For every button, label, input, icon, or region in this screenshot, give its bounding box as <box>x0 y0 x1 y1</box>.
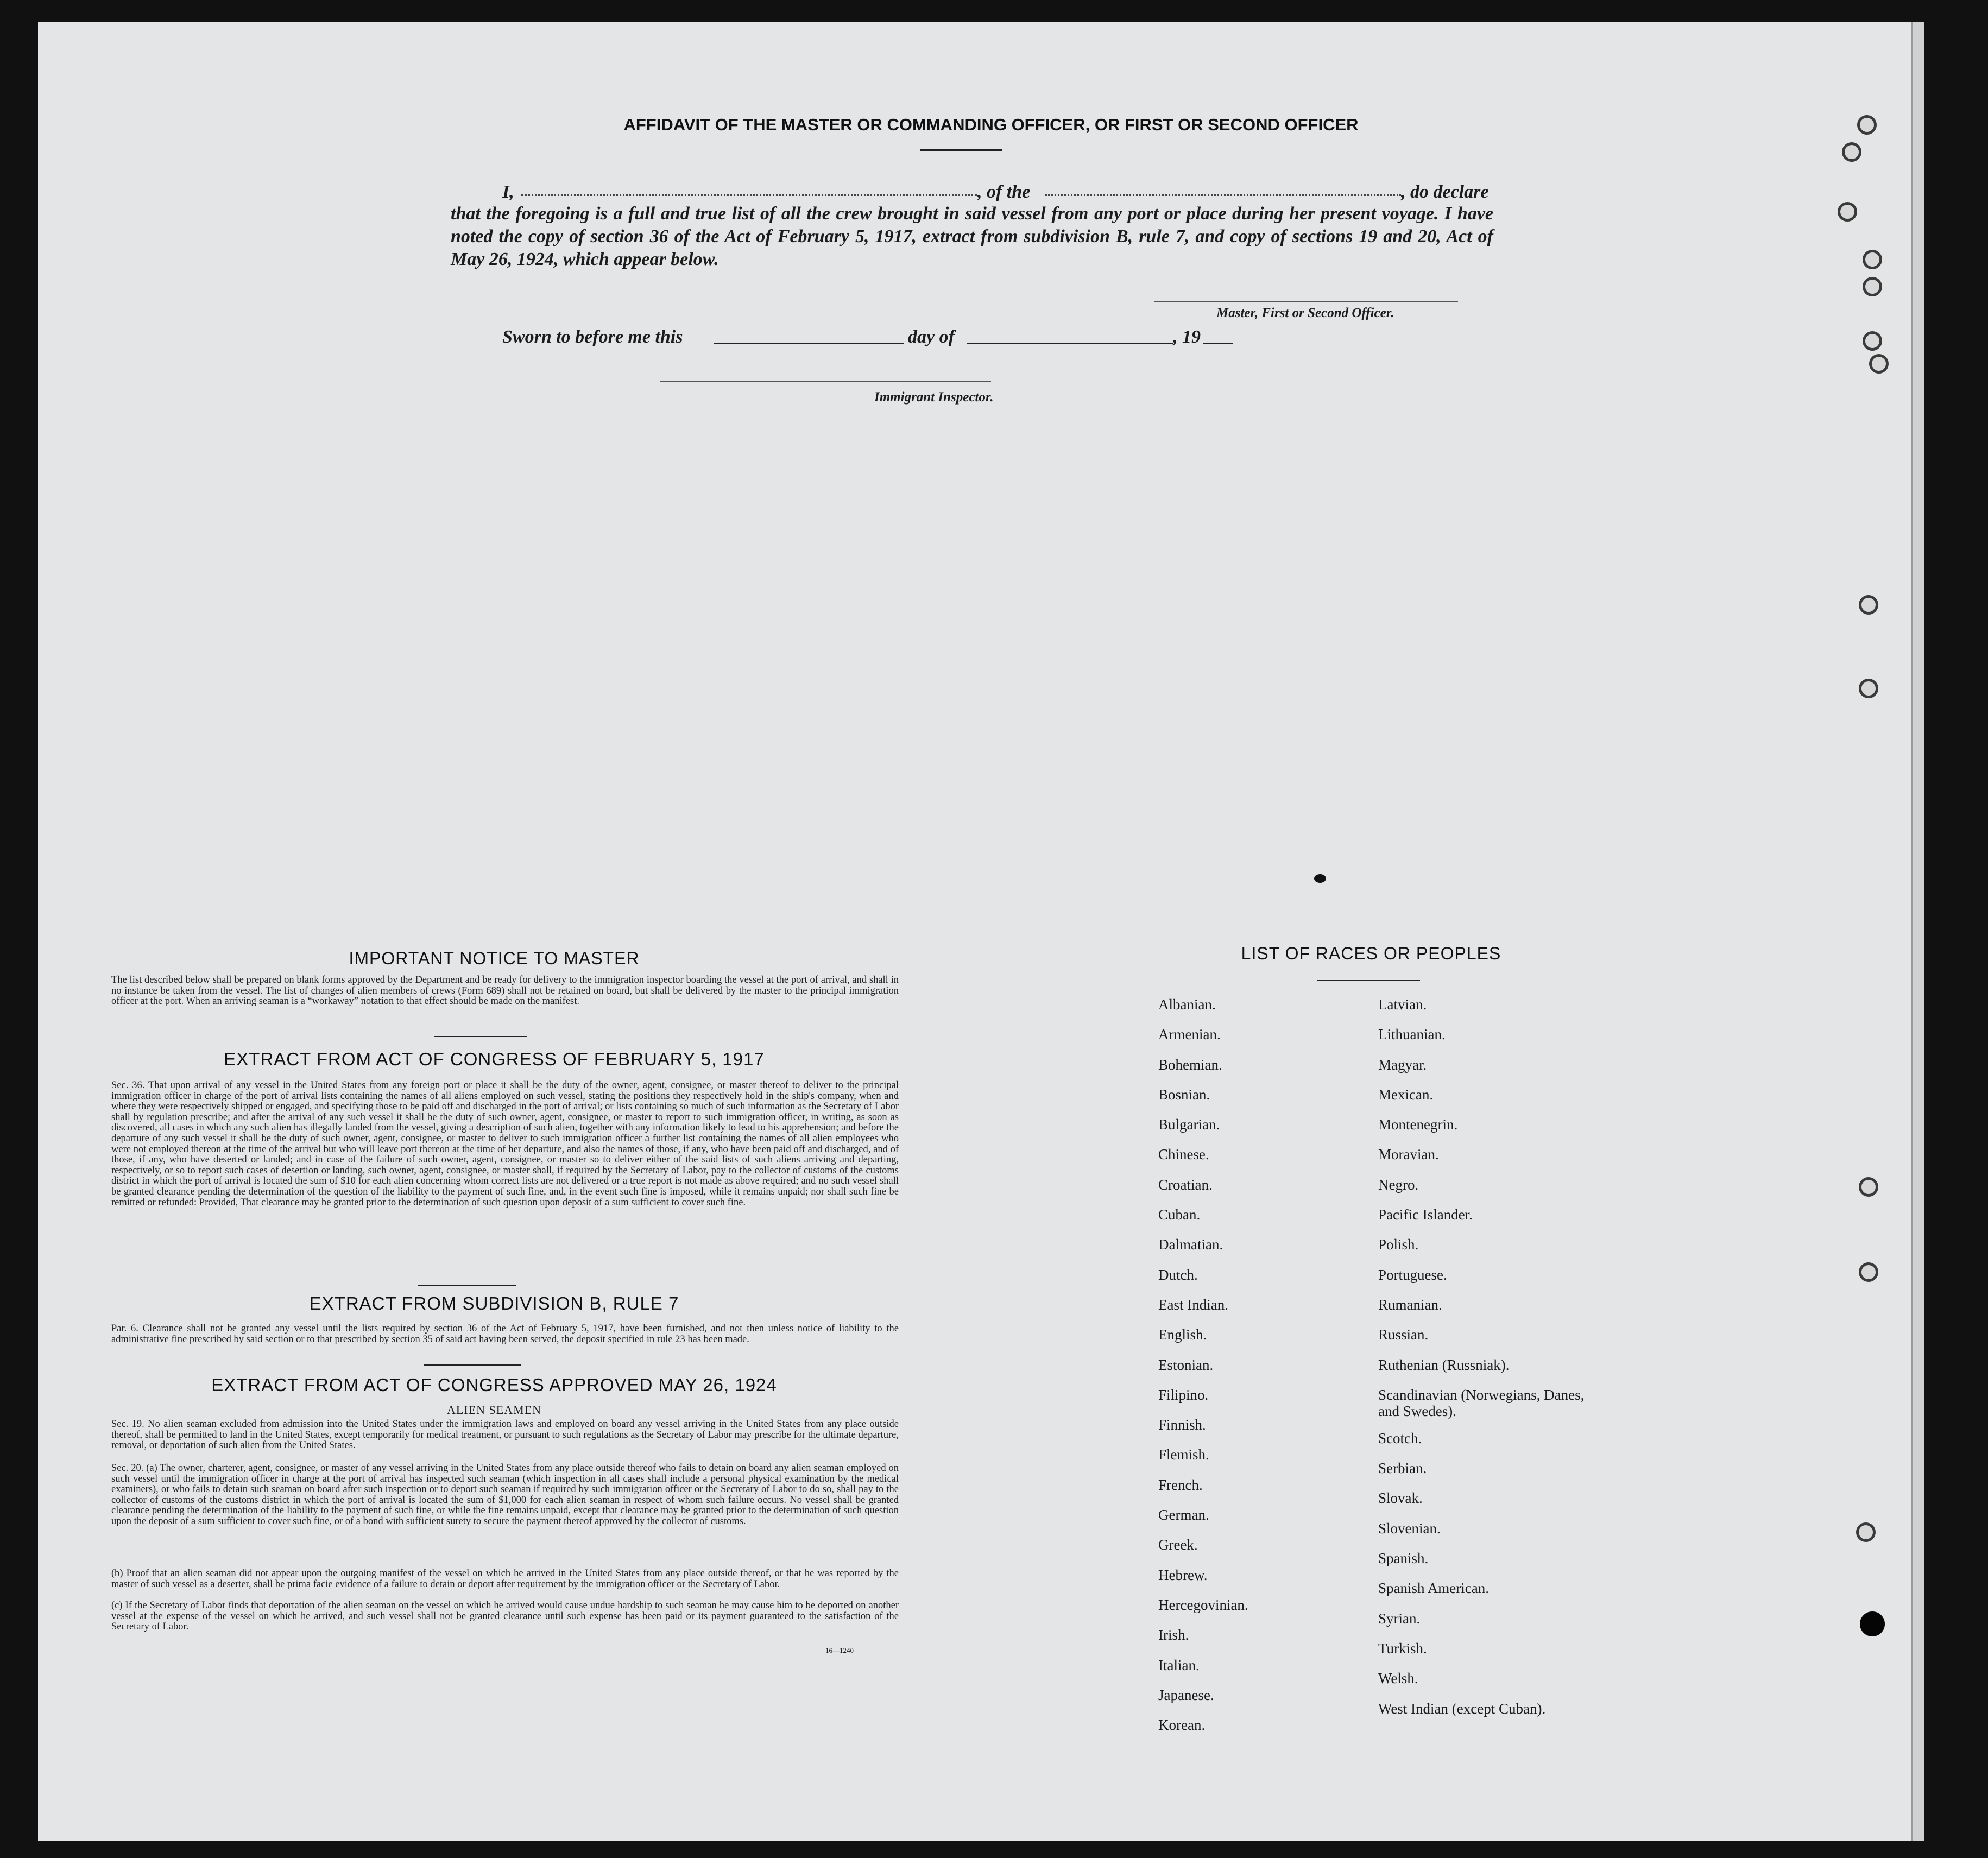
heading-underline <box>920 149 1002 151</box>
signature-line <box>1154 301 1458 302</box>
punch-hole <box>1857 115 1877 135</box>
year-label: , 19 <box>1173 327 1201 347</box>
section-divider <box>434 1036 527 1037</box>
race-list-item: Mexican. <box>1378 1086 1434 1103</box>
page-edge <box>1911 22 1924 1841</box>
race-list-item: Slovenian. <box>1378 1520 1441 1537</box>
extract-1924-sec20c: (c) If the Secretary of Labor finds that deportation of the alien seaman on the vessel on which he arrived would cause undue hardship to such seaman he may cause him to be deported on another vessel at the expense of the vessel on which he arrived, and such vessel shall not be granted clearance until such expense has been paid or its payment guaranteed to the satisfaction of the Secretary of Labor. <box>111 1600 899 1633</box>
race-list-item: Portuguese. <box>1378 1266 1447 1283</box>
race-list-item: Russian. <box>1378 1326 1429 1343</box>
races-heading-underline <box>1317 980 1420 981</box>
punch-hole <box>1838 202 1857 222</box>
notice-text: The list described below shall be prepared on blank forms approved by the Department and be ready for delivery to the immigration inspector boarding the vessel at the port of arrival, and shall in no instance be taken from the vessel. The list of changes of alien members of crews (Form 689) shall not be retained on board, but shall be delivered by the master to the principal immigration officer at the port. When an arriving seaman is a “workaway” notation to that effect should be made on the manifest. <box>111 975 899 1007</box>
extract-rule7-heading: EXTRACT FROM SUBDIVISION B, RULE 7 <box>309 1293 679 1313</box>
race-list-item: Japanese. <box>1158 1686 1214 1703</box>
punch-hole <box>1842 142 1861 162</box>
race-list-item: Moravian. <box>1378 1146 1439 1163</box>
race-list-item: Irish. <box>1158 1627 1189 1644</box>
race-list-item: Pacific Islander. <box>1378 1206 1473 1223</box>
race-list-item: Dutch. <box>1158 1266 1198 1283</box>
declare-label: , do declare <box>1401 182 1489 202</box>
section-divider <box>418 1285 516 1286</box>
race-list-item: Scandinavian (Norwegians, Danes, and Swedes). <box>1378 1386 1585 1419</box>
race-list-item: Bohemian. <box>1158 1056 1222 1073</box>
vessel-blank[interactable] <box>1045 194 1401 196</box>
race-list-item: West Indian (except Cuban). <box>1378 1700 1546 1717</box>
inspector-caption: Immigrant Inspector. <box>874 390 994 405</box>
race-list-item: Flemish. <box>1158 1446 1209 1463</box>
form-number: 16—1240 <box>825 1646 854 1654</box>
of-the-label: , of the <box>977 182 1031 202</box>
race-list-item: Estonian. <box>1158 1356 1214 1373</box>
race-list-item: Slovak. <box>1378 1490 1423 1507</box>
sworn-year-blank[interactable] <box>1203 343 1233 344</box>
punch-hole <box>1863 250 1882 269</box>
race-list-item: Armenian. <box>1158 1026 1221 1043</box>
punch-hole <box>1859 595 1878 615</box>
race-list-item: Hebrew. <box>1158 1566 1208 1583</box>
section-divider <box>424 1364 521 1366</box>
race-list-item: Greek. <box>1158 1537 1198 1553</box>
sworn-month-blank[interactable] <box>967 343 1173 344</box>
race-list-item: Magyar. <box>1378 1056 1427 1073</box>
races-heading: LIST OF RACES OR PEOPLES <box>1241 944 1501 963</box>
affidavit-heading: AFFIDAVIT OF THE MASTER OR COMMANDING OFFICER, OR FIRST OR SECOND OFFICER <box>623 115 1359 134</box>
race-list-item: Ruthenian (Russniak). <box>1378 1356 1510 1373</box>
affidavit-body: that the foregoing is a full and true list of all the crew brought in said vessel from any port or place during her present voyage. I have noted the copy of section 36 of the Act of February 5, 1917, extract from subdivision B, rule 7, and copy of sections 19 and 20, Act of May 26, 1924, which appear below. <box>451 204 1493 269</box>
extract-1924-sec20b: (b) Proof that an alien seaman did not appear upon the outgoing manifest of the vessel on which he arrived in the United States from any place outside thereof, or that he was reported by the master of such vessel as a deserter, shall be prima facie evidence of a failure to detain or deport after requirement by the immigration officer or the Secretary of Labor. <box>111 1568 899 1590</box>
races-left-column <box>1158 996 1365 1747</box>
extract-1924-subheading: ALIEN SEAMEN <box>447 1403 541 1417</box>
race-list-item: Hercegovinian. <box>1158 1596 1248 1613</box>
race-list-item: French. <box>1158 1476 1203 1493</box>
name-blank[interactable] <box>521 194 977 196</box>
extract-rule7-text: Par. 6. Clearance shall not be granted any vessel until the lists required by section 36 of the Act of February 5, 1917, have been furnished, and not then unless notice of liability to the administrative fine prescribed by said section or to that prescribed by section 35 of said act having been served, the deposit specified in rule 23 has been made. <box>111 1323 899 1345</box>
race-list-item: Negro. <box>1378 1176 1419 1193</box>
race-list-item: German. <box>1158 1507 1209 1524</box>
punch-hole <box>1859 679 1878 698</box>
extract-1917-heading: EXTRACT FROM ACT OF CONGRESS OF FEBRUARY 5, 1917 <box>224 1049 765 1069</box>
race-list-item: Spanish. <box>1378 1550 1429 1567</box>
extract-1924-sec19: Sec. 19. No alien seaman excluded from admission into the United States under the immigration laws and employed on board any vessel arriving in the United States from any place outside thereof, shall be permitted to land in the United States, except temporarily for medical treatment, or pursuant to such regulations as the Secretary of Labor may prescribe for the ultimate departure, removal, or deportation of such alien from the United States. <box>111 1419 899 1451</box>
race-list-item: Spanish American. <box>1378 1580 1489 1597</box>
race-list-item: Albanian. <box>1158 996 1216 1013</box>
race-list-item: Korean. <box>1158 1717 1206 1734</box>
punch-hole <box>1859 1262 1878 1282</box>
race-list-item: Dalmatian. <box>1158 1236 1223 1253</box>
race-list-item: Finnish. <box>1158 1417 1206 1433</box>
race-list-item: Chinese. <box>1158 1146 1209 1163</box>
punch-hole <box>1869 354 1889 374</box>
race-list-item: Serbian. <box>1378 1460 1427 1477</box>
race-list-item: Polish. <box>1378 1236 1419 1253</box>
race-list-item: Turkish. <box>1378 1640 1427 1657</box>
races-right-column <box>1378 996 1606 1730</box>
notice-heading: IMPORTANT NOTICE TO MASTER <box>349 949 640 968</box>
race-list-item: Italian. <box>1158 1657 1200 1673</box>
race-list-item: Welsh. <box>1378 1670 1418 1687</box>
ink-mark <box>1314 874 1326 883</box>
race-list-item: Syrian. <box>1378 1610 1421 1627</box>
race-list-item: Filipino. <box>1158 1386 1209 1403</box>
punch-hole <box>1863 277 1882 296</box>
race-list-item: Croatian. <box>1158 1176 1213 1193</box>
sworn-day-blank[interactable] <box>714 343 904 344</box>
extract-1924-sec20: Sec. 20. (a) The owner, charterer, agent, consignee, or master of any vessel arriving in the United States from any place outside thereof who fails to detain on board any alien seaman employed on such vessel until the immigration officer in charge at the port of arrival has inspected such seaman (which inspection in all cases shall include a personal physical examination by the medical examiners), or who fails to detain such seaman on board after such inspection or to deport such seaman if required by such immigration officer or the Secretary of Labor to do so, shall pay to the collector of customs of the customs district in which the port of arrival is located the sum of $1,000 for each alien seaman in respect of whom such failure occurs. No vessel shall be granted clearance pending the determination of the liability to the payment of such fine, or while the fine remains unpaid, except that clearance may be granted prior to the determination of such question upon the deposit of a sum sufficient to cover such fine, or of a bond with sufficient surety to secure the payment thereof approved by the collector of customs. <box>111 1463 899 1527</box>
punch-hole <box>1856 1522 1876 1542</box>
race-list-item: English. <box>1158 1326 1207 1343</box>
sworn-label: Sworn to before me this <box>502 327 683 347</box>
punch-hole <box>1860 1611 1885 1636</box>
race-list-item: Lithuanian. <box>1378 1026 1446 1043</box>
race-list-item: Montenegrin. <box>1378 1116 1458 1133</box>
race-list-item: Bulgarian. <box>1158 1116 1220 1133</box>
day-of-label: day of <box>908 327 955 347</box>
race-list-item: Rumanian. <box>1378 1296 1442 1313</box>
punch-hole <box>1859 1177 1878 1197</box>
signature-caption: Master, First or Second Officer. <box>1216 306 1394 320</box>
extract-1917-text: Sec. 36. That upon arrival of any vessel in the United States from any foreign port or place it shall be the duty of the owner, agent, consignee, or master thereof to deliver to the principal immigration officer in charge of the port of arrival lists containing the names of all aliens employed on such vessel, stating the positions they respectively hold in the ship's company, when and where they were respectively shipped or engaged, and specifying those to be paid off and discharged in the port of arrival; or lists containing so much of such information as the Secretary of Labor shall by regulation prescribe; and after the arrival of any such vessel it shall be the duty of such owner, agent, consignee, or master to report to such immigration officer, in writing, as soon as discovered, all cases in which any such alien has illegally landed from the vessel, giving a description of such alien, together with any information likely to lead to his apprehension; and before the departure of any such vessel it shall be the duty of such owner, agent, consignee, or master to deliver to such immigration officer a further list containing the names of all alien employees who were not employed thereon at the time of the arrival but who will leave port thereon at the time of her departure, and also the names of those, if any, who have been paid off and discharged, and of those, if any, who have deserted or landed; and in case of the failure of such owner, agent, consignee, or master so to deliver either of the said lists of such aliens arriving and departing, respectively, or so to report such cases of desertion or landing, such owner, agent, consignee, or master shall, if required by the Secretary of Labor, pay to the collector of customs of the customs district in which the port of arrival is located the sum of $10 for each alien concerning whom correct lists are not delivered or a true report is not made as above required; and no such vessel shall be granted clearance pending the determination of the question of the liability to the payment of such fine, and, in the event such fine is imposed, while it remains unpaid; nor shall such fine be remitted or refunded: Provided, That clearance may be granted prior to the determination of such question upon deposit of a sum sufficient to cover such fine. <box>111 1080 899 1208</box>
race-list-item: Scotch. <box>1378 1430 1422 1446</box>
punch-hole <box>1863 331 1882 351</box>
race-list-item: Bosnian. <box>1158 1086 1210 1103</box>
inspector-signature-line <box>660 381 991 382</box>
race-list-item: East Indian. <box>1158 1296 1228 1313</box>
race-list-item: Cuban. <box>1158 1206 1201 1223</box>
extract-1924-heading: EXTRACT FROM ACT OF CONGRESS APPROVED MAY 26, 1924 <box>211 1375 777 1395</box>
i-label: I, <box>502 182 514 202</box>
race-list-item: Latvian. <box>1378 996 1427 1013</box>
